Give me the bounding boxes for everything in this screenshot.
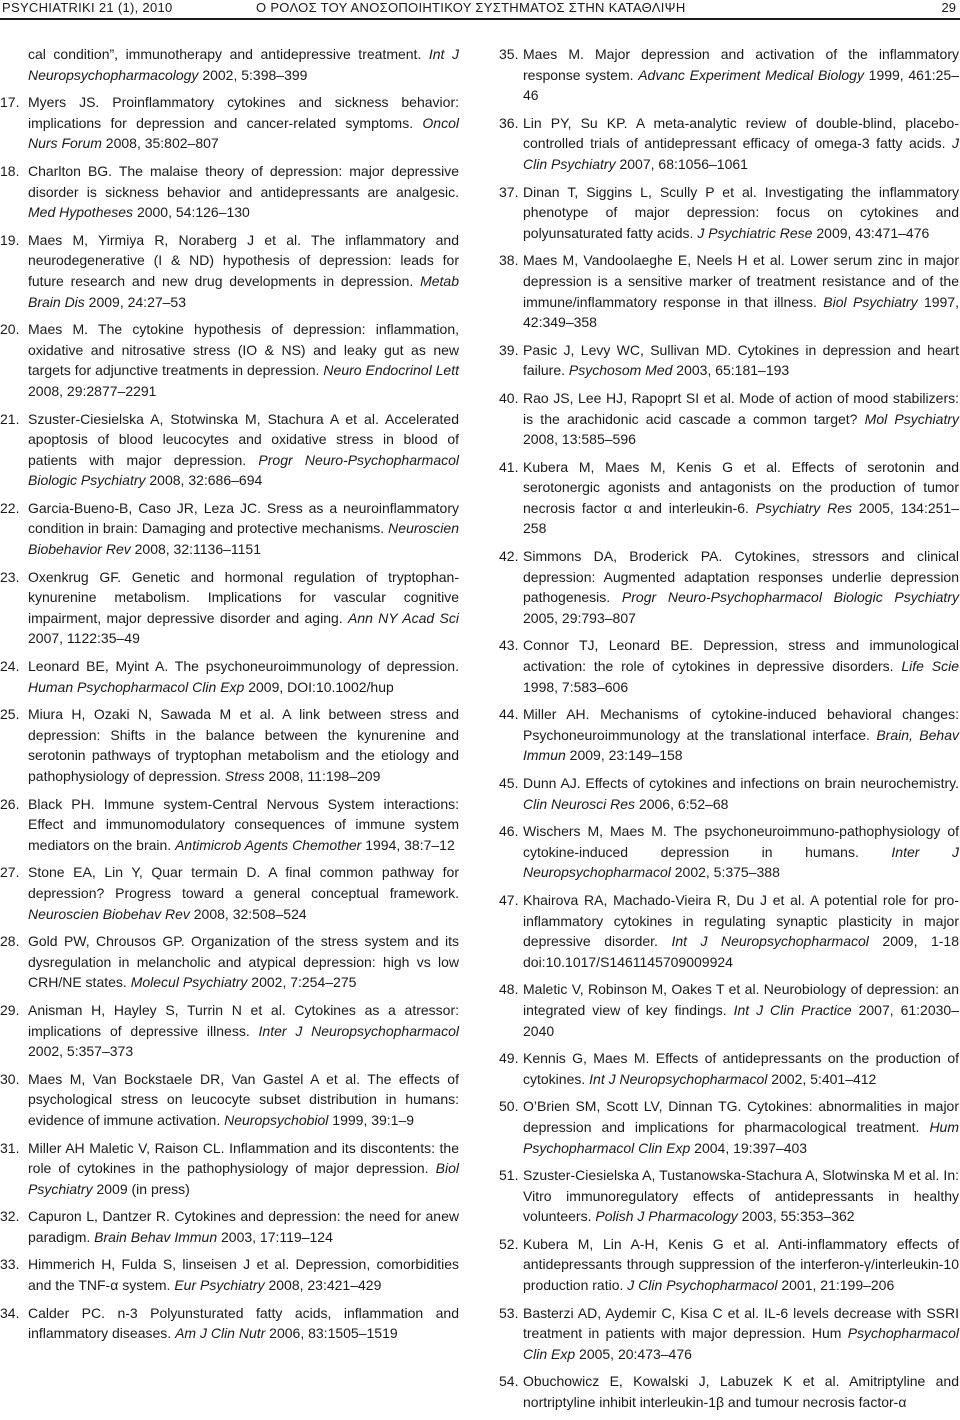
reference-text: Lin PY, Su KP. A meta-analytic review of double-blind, placebo-controlled trials of antidepressant efficacy of omega-3 fatty acids. [523, 114, 959, 152]
reference-number: 33. [0, 1256, 20, 1273]
reference-cite: 2002, 5:375–388 [670, 864, 780, 881]
reference-text: cal condition”, immunotherapy and antidepressive treatment. [28, 46, 429, 62]
reference-journal: Brain, Behav Immun [523, 726, 959, 764]
journal-citation: PSYCHIATRIKI 21 (1), 2010 [2, 0, 173, 15]
reference-journal: Psychopharmacol Clin Exp [523, 1325, 959, 1362]
reference-item [499, 1371, 959, 1412]
reference-number: 26. [0, 795, 20, 812]
reference-body [523, 182, 959, 244]
reference-text: Maes M, Yirmiya R, Noraberg J et al. The inflammatory and neurodegenerative (I & ND) hypothesis of depression: leads for future research and new drug developments in depression. [28, 231, 459, 289]
reference-item [0, 230, 459, 312]
reference-text: Calder PC. n-3 Polyunsturated fatty acids, inflammation and inflammatory diseases. [28, 1304, 459, 1342]
reference-text: Oxenkrug GF. Genetic and hormonal regulation of tryptophan-kynurenine metabolism. Implications for vascular cognitive impairment, major depressive disorder and aging. [28, 568, 459, 626]
reference-number: 49. [499, 1050, 519, 1067]
reference-body [28, 161, 459, 223]
reference-text: Dunn AJ. Effects of cytokines and infections on brain neurochemistry. [523, 775, 959, 791]
reference-item [499, 1234, 959, 1296]
reference-item [499, 1048, 959, 1089]
reference-text: Obuchowicz E, Kowalski J, Labuzek K et al. Amitriptyline and nortriptyline inhibit interleukin-1β and tumour necrosis factor-α [523, 1373, 959, 1411]
reference-text: Miller AH. Mechanisms of cytokine-induced behavioral changes: Psychoneuroimmunology at the translational interface. [523, 706, 959, 743]
reference-text: Maes M, Van Bockstaele DR, Van Gastel A et al. The effects of psychological stress on leucocyte subset distribution in humans: evidence of immune activation. [28, 1070, 459, 1128]
reference-cite: 1999, 39:1–9 [328, 1111, 415, 1128]
reference-item [0, 656, 459, 697]
reference-body [523, 821, 959, 883]
reference-cite: 2002, 5:398–399 [198, 66, 308, 83]
reference-number: 22. [0, 499, 20, 516]
reference-text: Dinan T, Siggins L, Scully P et al. Investigating the inflammatory phenotype of major depression: focus on cytokines and polyunsaturated fatty acids. [523, 183, 959, 241]
reference-body [28, 567, 459, 649]
reference-journal: Antimicrob Agents Chemother [175, 836, 362, 853]
reference-number: 20. [0, 321, 20, 338]
reference-body [523, 340, 959, 381]
reference-number: 54. [499, 1373, 519, 1390]
reference-cite: 2008, 32:686–694 [145, 472, 263, 489]
reference-body [28, 794, 459, 856]
reference-item [0, 794, 459, 856]
reference-number: 48. [499, 981, 519, 998]
reference-body [28, 498, 459, 560]
reference-cite: 2003, 55:353–362 [737, 1208, 855, 1225]
reference-number: 35. [499, 46, 519, 62]
reference-journal: Advanc Experiment Medical Biology [638, 66, 864, 83]
reference-number: 52. [499, 1235, 519, 1252]
reference-number: 50. [499, 1098, 519, 1115]
reference-journal: J Clin Psychopharmacol [627, 1277, 778, 1294]
reference-text: Leonard BE, Myint A. The psychoneuroimmunology of depression. [28, 658, 459, 675]
reference-cite: 2002, 5:357–373 [28, 1043, 134, 1060]
reference-cite: 2005, 134:251–258 [523, 499, 959, 537]
reference-item [0, 567, 459, 649]
reference-cite: 2006, 6:52–68 [635, 795, 729, 812]
reference-text: Miura H, Ozaki N, Sawada M et al. A link between stress and depression: Shifts in the balance between the kynurenine and serotonin pathways of tryptophan metabolism and the etiology and pathophysiology of depression. [28, 706, 459, 784]
reference-number: 46. [499, 823, 519, 840]
reference-cite: 2009, 24:27–53 [84, 293, 187, 310]
reference-journal: Clin Neurosci Res [523, 795, 636, 812]
reference-body [523, 1303, 959, 1365]
reference-text: Maletic V, Robinson M, Oakes T et al. Neurobiology of depression: an integrated view of key findings. [523, 981, 959, 1018]
reference-body [28, 319, 459, 401]
reference-text: O’Brien SM, Scott LV, Dinnan TG. Cytokines: abnormalities in major depression and implications for pharmacological treatment. [523, 1098, 959, 1135]
reference-cite: 2008, 23:421–429 [264, 1277, 382, 1294]
reference-cite: 2003, 65:181–193 [672, 362, 790, 379]
reference-cite: 2008, 29:2877–2291 [28, 382, 157, 399]
reference-cite: 1998, 7:583–606 [523, 678, 629, 695]
reference-text: Stone EA, Lin Y, Quar termain D. A final common pathway for depression? Progress toward a general conceptual framework. [28, 864, 459, 901]
reference-item [499, 1096, 959, 1158]
reference-item [499, 773, 959, 814]
reference-cite: 2005, 29:793–807 [523, 609, 636, 626]
reference-journal: Progr Neuro-Psychopharmacol Biologic Psychiatry [28, 451, 459, 489]
reference-journal: Life Scie [901, 658, 960, 675]
reference-body [523, 44, 959, 106]
reference-cite: 2009 (in press) [92, 1180, 190, 1197]
reference-journal: Am J Clin Nutr [175, 1325, 266, 1342]
reference-number: 28. [0, 933, 20, 950]
reference-journal: Int J Neuropsychopharmacol [589, 1070, 768, 1087]
reference-cite: 2009, 23:149–158 [565, 747, 683, 764]
reference-journal: Stress [224, 768, 265, 784]
reference-cite: 2009, 43:471–476 [812, 224, 930, 241]
reference-body [523, 113, 959, 175]
reference-text: Garcia-Bueno-B, Caso JR, Leza JC. Sress as a neuroinflammatory condition in brain: Damaging and protective mechanisms. [28, 499, 459, 537]
reference-item [0, 1138, 459, 1200]
reference-cite: 2002, 5:401–412 [767, 1070, 877, 1087]
reference-body [28, 656, 459, 697]
reference-number: 27. [0, 864, 20, 881]
reference-text: Kennis G, Maes M. Effects of antidepressants on the production of cytokines. [523, 1050, 959, 1087]
reference-item [0, 319, 459, 401]
reference-item [0, 498, 459, 560]
header-rule [0, 18, 960, 20]
reference-number: 23. [0, 568, 20, 585]
reference-body [523, 1048, 959, 1089]
reference-text: Khairova RA, Machado-Vieira R, Du J et al. A potential role for pro-inflammatory cytokines in regulating synaptic plasticity in major depressive disorder. [523, 891, 959, 950]
reference-body [523, 1371, 959, 1412]
reference-text: Connor TJ, Leonard BE. Depression, stress and immunological activation: the role of cytokines in depressive disorders. [523, 637, 959, 675]
reference-journal: Metab Brain Dis [28, 272, 459, 310]
reference-cite: 2009, DOI:10.1002/hup [244, 678, 394, 695]
reference-body [28, 931, 459, 993]
reference-text: Kubera M, Maes M, Kenis G et al. Effects of serotonin and serotonergic agonists and antagonists on the production of tumor necrosis factor α and interleukin-6. [523, 458, 959, 516]
reference-item [499, 250, 959, 332]
reference-number: 42. [499, 548, 519, 565]
reference-journal: Inter J Neuropsychopharmacol [258, 1022, 459, 1039]
reference-item [499, 635, 959, 697]
reference-body [523, 1096, 959, 1158]
reference-number: 37. [499, 183, 519, 200]
reference-text: Black PH. Immune system-Central Nervous System interactions: Effect and immunomodulatory consequences of immune system mediators on the brain. [28, 795, 459, 853]
reference-body [28, 1254, 459, 1295]
reference-number: 19. [0, 231, 20, 248]
reference-item [499, 457, 959, 539]
reference-body [28, 409, 459, 491]
reference-body [28, 1303, 459, 1344]
reference-journal: Int J Neuropsychopharmacol [671, 933, 869, 950]
page-number: 29 [941, 0, 956, 15]
reference-journal: Int J Neuropsychopharmacology [28, 46, 459, 83]
reference-body [523, 979, 959, 1041]
reference-journal: Human Psychopharmacol Clin Exp [28, 678, 245, 695]
reference-body [28, 1206, 459, 1247]
reference-cite: 1997, 42:349–358 [523, 293, 959, 331]
reference-journal: Psychiatry Res [755, 499, 852, 516]
reference-text: Myers JS. Proinflammatory cytokines and sickness behavior: implications for depression and cancer-related symptoms. [28, 94, 459, 131]
reference-item [499, 388, 959, 450]
reference-journal: Biol Psychiatry [823, 293, 918, 310]
reference-item [0, 92, 459, 154]
reference-number: 47. [499, 891, 519, 908]
reference-text: Rao JS, Lee HJ, Rapoprt SI et al. Mode of action of mood stabilizers: is the arachidonic acid cascade a common target? [523, 389, 959, 427]
reference-item [0, 1254, 459, 1295]
reference-cite: 2008, 13:585–596 [523, 431, 636, 448]
reference-journal: Oncol Nurs Forum [28, 114, 459, 152]
reference-body [523, 546, 959, 628]
reference-text: Simmons DA, Broderick PA. Cytokines, stressors and clinical depression: Augmented adaptation responses underlie depression pathogenesis. [523, 548, 959, 606]
reference-journal: Progr Neuro-Psychopharmacol Biologic Psychiatry [621, 589, 959, 606]
reference-cite: 2008, 11:198–209 [264, 768, 381, 784]
reference-text: Basterzi AD, Aydemir C, Kisa C et al. IL-6 levels decrease with SSRI treatment in patients with major depression. Hum [523, 1304, 959, 1342]
reference-journal: Hum Psychopharmacol Clin Exp [523, 1118, 959, 1156]
reference-item [499, 44, 959, 106]
reference-body [523, 1234, 959, 1296]
reference-text: Anisman H, Hayley S, Turrin N et al. Cytokines as a atressor: implications of depressive illness. [28, 1001, 459, 1039]
article-running-title: Ο ΡΟΛΟΣ ΤΟΥ ΑΝΟΣΟΠΟΙΗΤΙΚΟΥ ΣΥΣΤΗΜΑΤΟΣ ΣΤΗΝ ΚΑΤΑΘΛΙΨΗ [256, 0, 686, 15]
reference-item [0, 862, 459, 924]
reference-cite: 2006, 83:1505–1519 [265, 1325, 398, 1342]
reference-journal: J Clin Psychiatry [523, 135, 959, 172]
reference-body [28, 230, 459, 312]
reference-item [499, 182, 959, 244]
reference-cite: 2009, 1-18 doi:10.1017/S1461145709009924 [523, 933, 959, 970]
reference-item [0, 1000, 459, 1062]
reference-number: 32. [0, 1208, 20, 1225]
reference-cite: 2004, 19:397–403 [690, 1139, 808, 1156]
running-header [0, 0, 960, 22]
reference-item [499, 890, 959, 972]
reference-item [0, 1069, 459, 1131]
reference-item [0, 409, 459, 491]
reference-number: 25. [0, 706, 20, 723]
reference-journal: Mol Psychiatry [864, 410, 960, 427]
reference-body [523, 457, 959, 539]
reference-text: Pasic J, Levy WC, Sullivan MD. Cytokines in depression and heart failure. [523, 341, 959, 379]
reference-body [523, 1165, 959, 1227]
reference-number: 18. [0, 162, 20, 179]
reference-text: Maes M, Vandoolaeghe E, Neels H et al. Lower serum zinc in major depression is a sensitive marker of treatment resistance and of the immune/inflammatory response in that illness. [523, 252, 959, 310]
reference-item [0, 1206, 459, 1247]
reference-body [28, 92, 459, 154]
reference-cite: 2008, 32:1136–1151 [130, 541, 262, 558]
reference-body [523, 250, 959, 332]
reference-body [523, 890, 959, 972]
reference-journal: Brain Behav Immun [94, 1228, 218, 1245]
reference-journal: Polish J Pharmacology [595, 1208, 738, 1225]
reference-item [499, 979, 959, 1041]
reference-journal: Med Hypotheses [28, 204, 134, 221]
reference-item [499, 1165, 959, 1227]
reference-body [28, 1138, 459, 1200]
reference-number: 31. [0, 1139, 20, 1156]
reference-journal: Ann NY Acad Sci [348, 609, 459, 626]
reference-text: Kubera M, Lin A-H, Kenis G et al. Anti-inflammatory effects of antidepressants through suppression of the interferon-γ/interleukin-10 production ratio. [523, 1235, 959, 1294]
reference-number: 41. [499, 458, 519, 475]
reference-cite: 2007, 68:1056–1061 [615, 155, 748, 172]
reference-journal: Inter J Neuropsychopharmacol [523, 843, 960, 881]
reference-number: 45. [499, 775, 519, 791]
reference-number: 39. [499, 341, 519, 358]
reference-body [28, 862, 459, 924]
reference-body [28, 1069, 459, 1131]
reference-cite: 1994, 38:7–12 [361, 836, 455, 853]
reference-cite: 2007, 61:2030–2040 [523, 1001, 959, 1039]
reference-number: 24. [0, 658, 20, 675]
reference-number: 36. [499, 114, 519, 131]
reference-item [0, 704, 459, 786]
reference-item [499, 113, 959, 175]
reference-number: 21. [0, 410, 20, 427]
reference-number: 30. [0, 1070, 20, 1087]
reference-item [499, 704, 959, 766]
reference-journal: Biol Psychiatry [28, 1160, 459, 1197]
reference-body [28, 1000, 459, 1062]
reference-body [523, 388, 959, 450]
reference-number: 40. [499, 389, 519, 406]
reference-text: Charlton BG. The malaise theory of depression: major depressive disorder is sickness behavior and antidepressants are analgesic. [28, 162, 459, 200]
reference-journal: Psychosom Med [568, 362, 673, 379]
reference-text: Maes M. The cytokine hypothesis of depression: inflammation, oxidative and nitrosative stress (IO & NS) and leaky gut as new targets for adjunctive treatments in depression. [28, 321, 459, 379]
reference-number: 34. [0, 1304, 20, 1321]
reference-item [499, 1303, 959, 1365]
reference-cite: 2001, 21:199–206 [777, 1277, 895, 1294]
reference-number: 43. [499, 637, 519, 654]
reference-journal: Int J Clin Practice [733, 1001, 852, 1018]
reference-journal: Neuro Endocrinol Lett [323, 362, 459, 379]
reference-item [499, 340, 959, 381]
reference-item [0, 161, 459, 223]
reference-text: Capuron L, Dantzer R. Cytokines and depression: the need for anew paradigm. [28, 1208, 459, 1245]
reference-cite: 2003, 17:119–124 [217, 1228, 333, 1245]
reference-body [523, 773, 959, 814]
reference-text: Wischers M, Maes M. The psychoneuroimmuno-pathophysiology of cytokine-induced depression in humans. [523, 823, 959, 860]
reference-text: Maes M. Major depression and activation of the inflammatory response system. [523, 46, 959, 83]
reference-number: 38. [499, 252, 519, 269]
reference-cite: 2005, 20:473–476 [575, 1345, 692, 1362]
references-right-column [499, 44, 959, 1420]
reference-cite: 2002, 7:254–275 [247, 974, 357, 991]
reference-journal: Eur Psychiatry [174, 1277, 265, 1294]
reference-cite: 2008, 32:508–524 [189, 905, 307, 922]
reference-number: 17. [0, 94, 20, 111]
reference-text: Szuster-Ciesielska A, Stotwinska M, Stachura A et al. Accelerated apoptosis of blood leucocytes and oxidative stress in blood of patients with major depression. [28, 410, 459, 468]
reference-number: 53. [499, 1304, 519, 1321]
reference-journal: Neuropsychobiol [224, 1111, 329, 1128]
reference-text: Gold PW, Chrousos GP. Organization of the stress system and its dysregulation in melancholic and atypical depression: high vs low CRH/NE states. [28, 933, 459, 991]
reference-number: 51. [499, 1167, 519, 1184]
reference-item [499, 546, 959, 628]
reference-text: Miller AH Maletic V, Raison CL. Inflammation and its discontents: the role of cytokines in the pathophysiology of major depression. [28, 1139, 459, 1177]
reference-text: Himmerich H, Fulda S, linseisen J et al. Depression, comorbidities and the TNF-α system. [28, 1256, 459, 1294]
reference-item [0, 931, 459, 993]
reference-item [499, 821, 959, 883]
references-left-column [0, 44, 459, 1351]
reference-number: 44. [499, 706, 519, 723]
reference-journal: Neuroscien Biobehav Rev [28, 905, 190, 922]
reference-journal: Molecul Psychiatry [130, 974, 248, 991]
reference-number: 29. [0, 1001, 20, 1018]
reference-journal: Neuroscien Biobehavior Rev [28, 520, 459, 558]
reference-cite: 2008, 35:802–807 [101, 135, 219, 152]
reference-item [0, 1303, 459, 1344]
reference-body [28, 704, 459, 786]
reference-journal: J Psychiatric Rese [697, 224, 813, 241]
reference-body [523, 635, 959, 697]
reference-body [523, 704, 959, 766]
reference-continuation [0, 44, 459, 85]
reference-text: Szuster-Ciesielska A, Tustanowska-Stachura A, Slotwinska M et al. In: Vitro immunoregulatory effects of antidepressants in healthy volunteers. [523, 1167, 959, 1225]
reference-cite: 2007, 1122:35–49 [28, 630, 140, 647]
reference-cite: 1999, 461:25–46 [523, 66, 959, 104]
reference-cite: 2000, 54:126–130 [133, 204, 250, 221]
